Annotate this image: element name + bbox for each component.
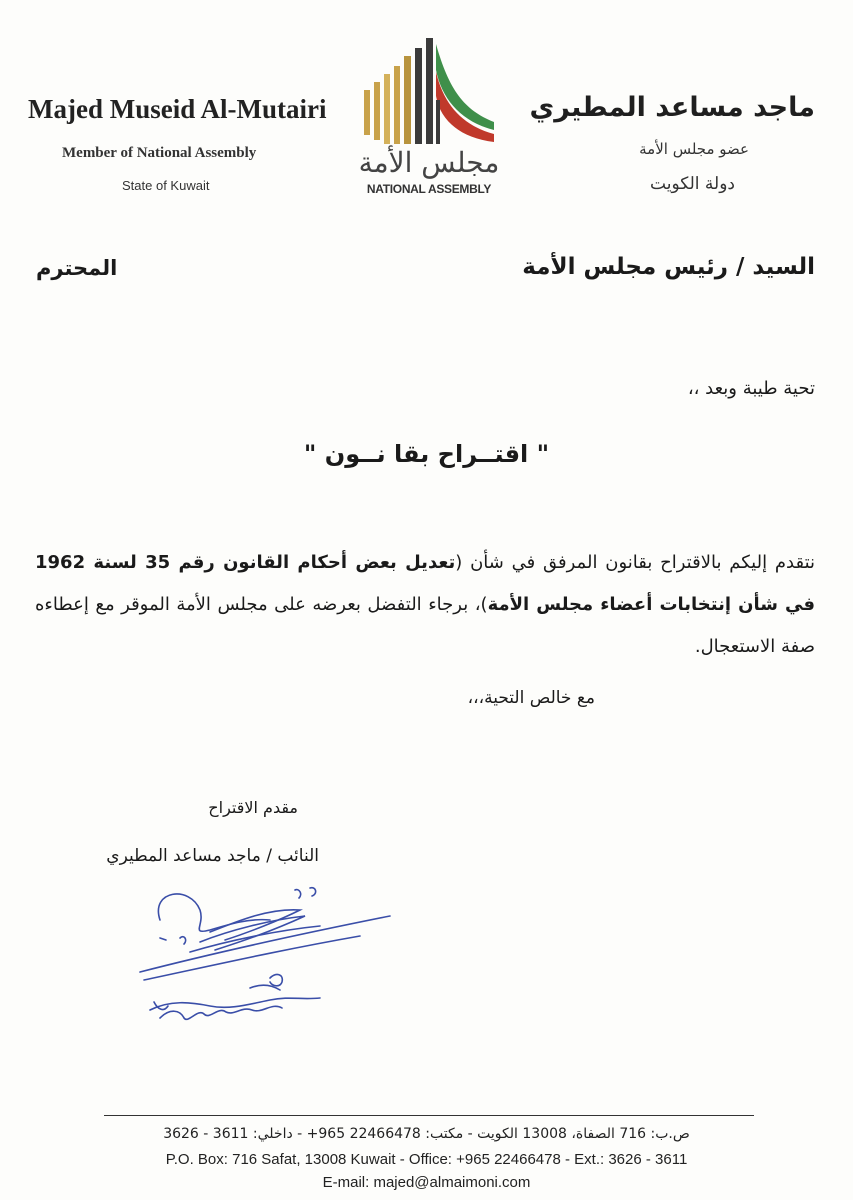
logo-green-wing: [436, 44, 494, 130]
english-member-name: Majed Museid Al-Mutairi: [28, 94, 327, 124]
submitter-name: النائب / ماجد مساعد المطيري: [106, 846, 319, 866]
submitter-title: مقدم الاقتراح: [208, 798, 298, 817]
footer-divider: [104, 1115, 754, 1116]
letter-body: [35, 542, 815, 668]
english-member-role: Member of National Assembly: [62, 145, 257, 161]
body-part-2: )، برجاء التفضل بعرضه على مجلس الأمة الموقر مع إعطاءه صفة الاستعجال.: [35, 594, 815, 657]
footer-email: E-mail: majed@almaimoni.com: [322, 1174, 531, 1191]
arabic-member-name: ماجد مساعد المطيري: [529, 92, 815, 123]
body-bold-law-title: تعديل بعض أحكام القانون رقم 35 لسنة 1962 في شأن إنتخابات أعضاء مجلس الأمة: [35, 552, 815, 615]
greeting: تحية طيبة وبعد ،،: [687, 378, 815, 399]
english-state: State of Kuwait: [122, 178, 210, 193]
body-part-1: نتقدم إليكم بالاقتراح بقانون المرفق في شأن (: [455, 552, 816, 573]
handwritten-signature: [130, 880, 400, 1030]
logo-pillar: [436, 100, 440, 144]
subject-title: " اقتــراح بقا نــون ": [303, 440, 550, 468]
footer-english-address: P.O. Box: 716 Safat, 13008 Kuwait - Office: +965 22466478 - Ext.: 3626 - 3611: [165, 1151, 688, 1168]
footer-arabic-address: ص.ب: 716 الصفاة، 13008 الكويت - مكتب: 22466478 965+ - داخلي: 3611 - 3626: [163, 1126, 690, 1142]
logo-emblem-bars: [364, 38, 433, 144]
logo-arabic-text: مجلس الأمة: [358, 146, 500, 179]
closing-line: مع خالص التحية،،،: [467, 688, 595, 708]
logo-english-text: NATIONAL ASSEMBLY: [366, 182, 492, 196]
honorific: المحترم: [36, 256, 118, 280]
arabic-member-role: عضو مجلس الأمة: [639, 140, 749, 158]
arabic-state: دولة الكويت: [650, 174, 735, 194]
addressee: السيد / رئيس مجلس الأمة: [522, 254, 815, 280]
